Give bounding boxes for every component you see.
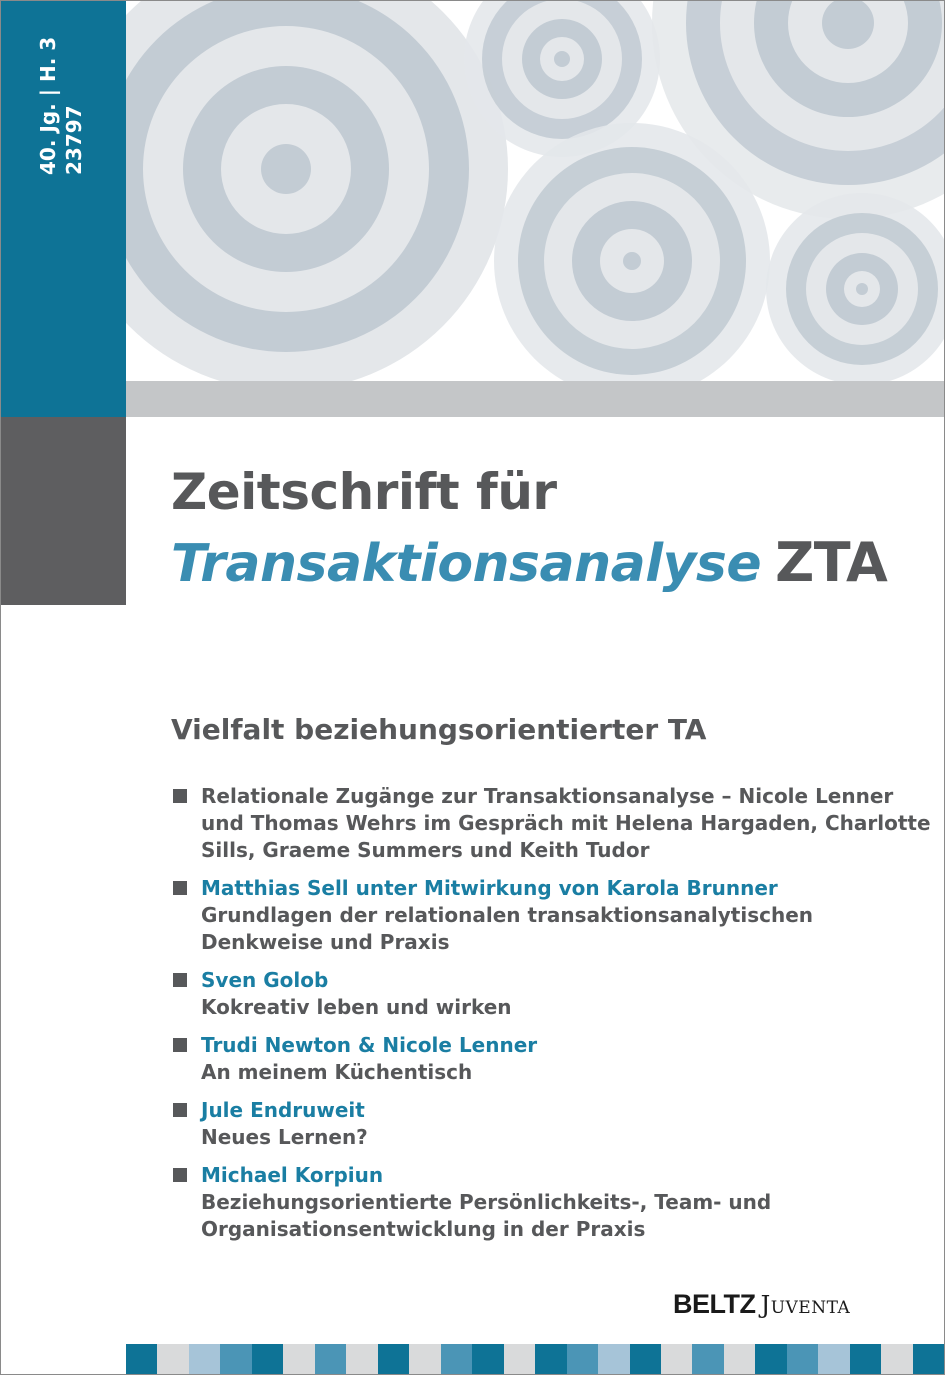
toc-author: Trudi Newton & Nicole Lenner	[201, 1033, 538, 1057]
toc-line: Neues Lernen?	[201, 1125, 368, 1149]
decorative-square	[189, 1344, 220, 1374]
toc-author: Sven Golob	[201, 968, 329, 992]
square-bullet-icon	[173, 1103, 187, 1117]
journal-title-line1: Zeitschrift für	[171, 463, 557, 521]
issue-divider	[29, 963, 97, 966]
toc-author: Michael Korpiun	[201, 1163, 384, 1187]
toc-entry	[173, 1097, 933, 1151]
gray-divider-band	[126, 381, 944, 417]
decorative-square	[850, 1344, 881, 1374]
circles-graphic	[126, 1, 944, 381]
volume-line: 40. Jg. | H. 3	[36, 36, 60, 175]
toc-line: Denkweise und Praxis	[201, 930, 450, 954]
decorative-square	[472, 1344, 503, 1374]
decorative-square	[283, 1344, 314, 1374]
spine-blue-block	[1, 1, 126, 417]
decorative-square	[535, 1344, 566, 1374]
decorative-square	[598, 1344, 629, 1374]
publisher-name-juventa: Juventa	[760, 1291, 851, 1319]
toc-line: Organisationsentwicklung in der Praxis	[201, 1217, 646, 1241]
toc-entry	[173, 875, 933, 956]
square-bullet-icon	[173, 1038, 187, 1052]
decorative-square	[220, 1344, 251, 1374]
square-bullet-icon	[173, 881, 187, 895]
issue-block	[1, 417, 126, 998]
square-bullet-icon	[173, 973, 187, 987]
toc-author: Matthias Sell unter Mitwirkung von Karola Brunner	[201, 876, 778, 900]
toc-author: Jule Endruweit	[201, 1098, 365, 1122]
toc-line: An meinem Küchentisch	[201, 1060, 473, 1084]
decorative-square	[630, 1344, 661, 1374]
issue-theme: Vielfalt beziehungsorientierter TA	[171, 713, 707, 746]
decorative-square-strip	[126, 1344, 944, 1374]
decorative-square	[157, 1344, 188, 1374]
publisher-name-beltz: BELTZ	[673, 1289, 756, 1319]
issue-number: 3	[55, 922, 72, 947]
decorative-square	[252, 1344, 283, 1374]
decorative-square	[818, 1344, 849, 1374]
decorative-square	[567, 1344, 598, 1374]
toc-line: Sills, Graeme Summers und Keith Tudor	[201, 838, 650, 862]
volume-info	[35, 37, 87, 175]
concentric-circles-artwork	[126, 1, 944, 381]
publisher-logo	[673, 1289, 850, 1320]
decorative-square	[409, 1344, 440, 1374]
decorative-square	[346, 1344, 377, 1374]
journal-abbreviation: ZTA	[775, 531, 888, 594]
order-number: 23797	[62, 105, 86, 175]
toc-line: Kokreativ leben und wirken	[201, 995, 512, 1019]
toc-line: Grundlagen der relationalen transaktionsanalytischen	[201, 903, 814, 927]
square-bullet-icon	[173, 789, 187, 803]
toc-line: Beziehungsorientierte Persönlichkeits-, Team- und	[201, 1190, 772, 1214]
target-circle-small-right	[766, 193, 944, 381]
decorative-square	[913, 1344, 944, 1374]
decorative-square	[881, 1344, 912, 1374]
toc-entry	[173, 783, 933, 864]
decorative-square	[441, 1344, 472, 1374]
decorative-square	[661, 1344, 692, 1374]
journal-title-main: Transaktionsanalyse	[171, 534, 762, 594]
journal-title-line2	[171, 531, 887, 594]
square-bullet-icon	[173, 1168, 187, 1182]
toc-line: und Thomas Wehrs im Gespräch mit Helena Hargaden, Charlotte	[201, 811, 931, 835]
decorative-square	[692, 1344, 723, 1374]
decorative-square	[724, 1344, 755, 1374]
decorative-square	[315, 1344, 346, 1374]
toc-entry	[173, 1032, 933, 1086]
toc-entry	[173, 1162, 933, 1243]
target-circle-large-left	[126, 1, 508, 381]
decorative-square	[126, 1344, 157, 1374]
toc-line: Relationale Zugänge zur Transaktionsanalyse – Nicole Lenner	[201, 784, 894, 808]
issue-year: 2023	[32, 973, 95, 998]
decorative-square	[755, 1344, 786, 1374]
decorative-square	[787, 1344, 818, 1374]
decorative-square	[378, 1344, 409, 1374]
toc-entry	[173, 967, 933, 1021]
table-of-contents	[173, 783, 933, 1254]
decorative-square	[504, 1344, 535, 1374]
